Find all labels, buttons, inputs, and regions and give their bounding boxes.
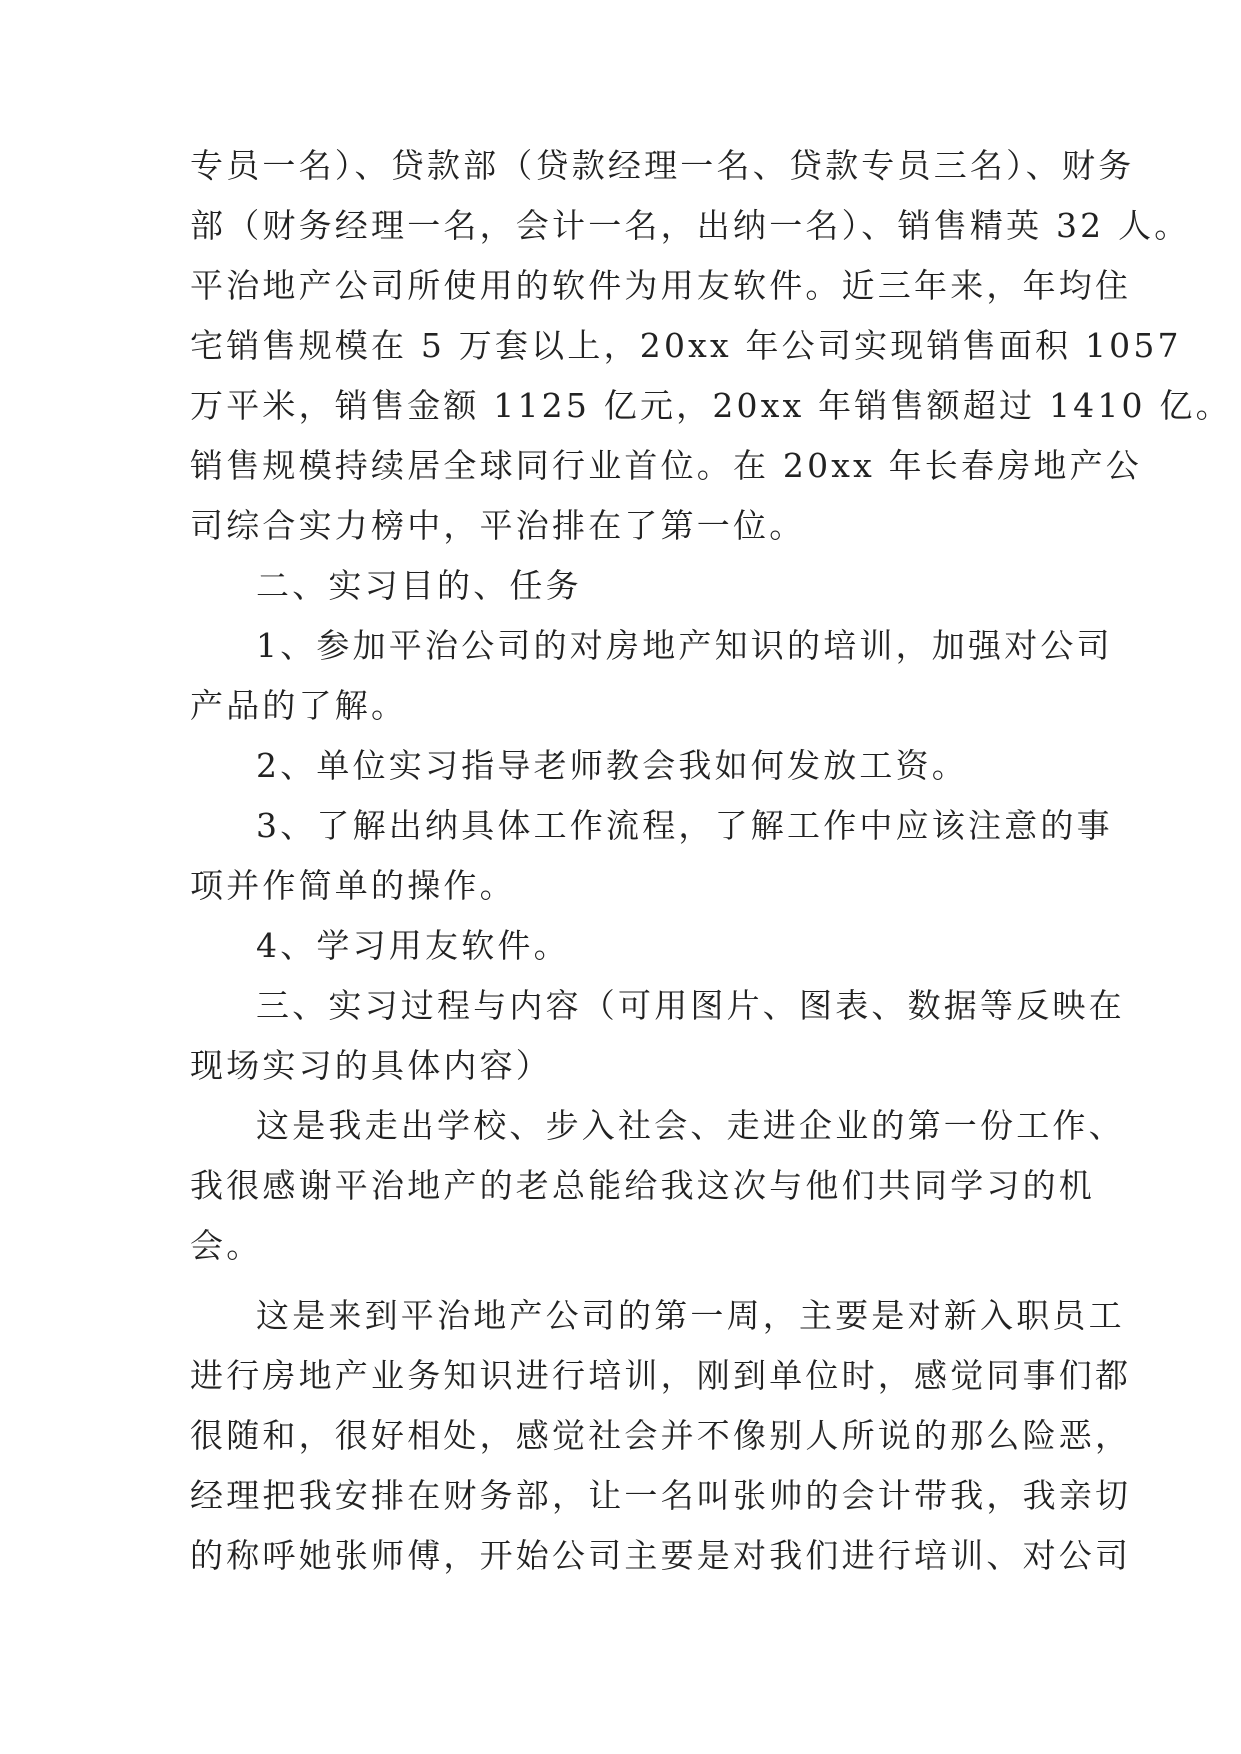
- list-item: 1、参加平治公司的对房地产知识的培训，加强对公司: [256, 626, 1113, 665]
- paragraph-line: 这是来到平治地产公司的第一周，主要是对新入职员工: [256, 1296, 1125, 1335]
- text-line: 会。: [190, 1226, 263, 1265]
- list-item: 3、了解出纳具体工作流程，了解工作中应该注意的事: [256, 806, 1113, 845]
- text-line: 我很感谢平治地产的老总能给我这次与他们共同学习的机: [190, 1166, 1095, 1205]
- text-line: 项并作简单的操作。: [190, 866, 516, 905]
- paragraph-line: 这是我走出学校、步入社会、走进企业的第一份工作、: [256, 1106, 1125, 1145]
- text-line: 万平米，销售金额 1125 亿元，20xx 年销售额超过 1410 亿。: [190, 386, 1232, 425]
- list-item: 4、学习用友软件。: [256, 926, 570, 965]
- text-line: 宅销售规模在 5 万套以上，20xx 年公司实现销售面积 1057: [190, 326, 1182, 365]
- text-line: 经理把我安排在财务部，让一名叫张帅的会计带我，我亲切: [190, 1476, 1132, 1515]
- text-line: 平治地产公司所使用的软件为用友软件。近三年来，年均住: [190, 266, 1132, 305]
- text-line: 很随和，很好相处，感觉社会并不像别人所说的那么险恶，: [190, 1416, 1132, 1455]
- text-line: 现场实习的具体内容）: [190, 1046, 552, 1085]
- text-line: 的称呼她张师傅，开始公司主要是对我们进行培训、对公司: [190, 1536, 1132, 1575]
- list-item: 2、单位实习指导老师教会我如何发放工资。: [256, 746, 968, 785]
- section-heading: 三、实习过程与内容（可用图片、图表、数据等反映在: [256, 986, 1125, 1025]
- text-line: 部（财务经理一名，会计一名，出纳一名）、销售精英 32 人。: [190, 206, 1191, 245]
- text-line: 产品的了解。: [190, 686, 408, 725]
- text-line: 专员一名）、贷款部（贷款经理一名、贷款专员三名）、财务: [190, 146, 1135, 185]
- text-line: 司综合实力榜中，平治排在了第一位。: [190, 506, 806, 545]
- section-heading: 二、实习目的、任务: [256, 566, 582, 605]
- text-line: 进行房地产业务知识进行培训，刚到单位时，感觉同事们都: [190, 1356, 1132, 1395]
- text-line: 销售规模持续居全球同行业首位。在 20xx 年长春房地产公: [190, 446, 1142, 485]
